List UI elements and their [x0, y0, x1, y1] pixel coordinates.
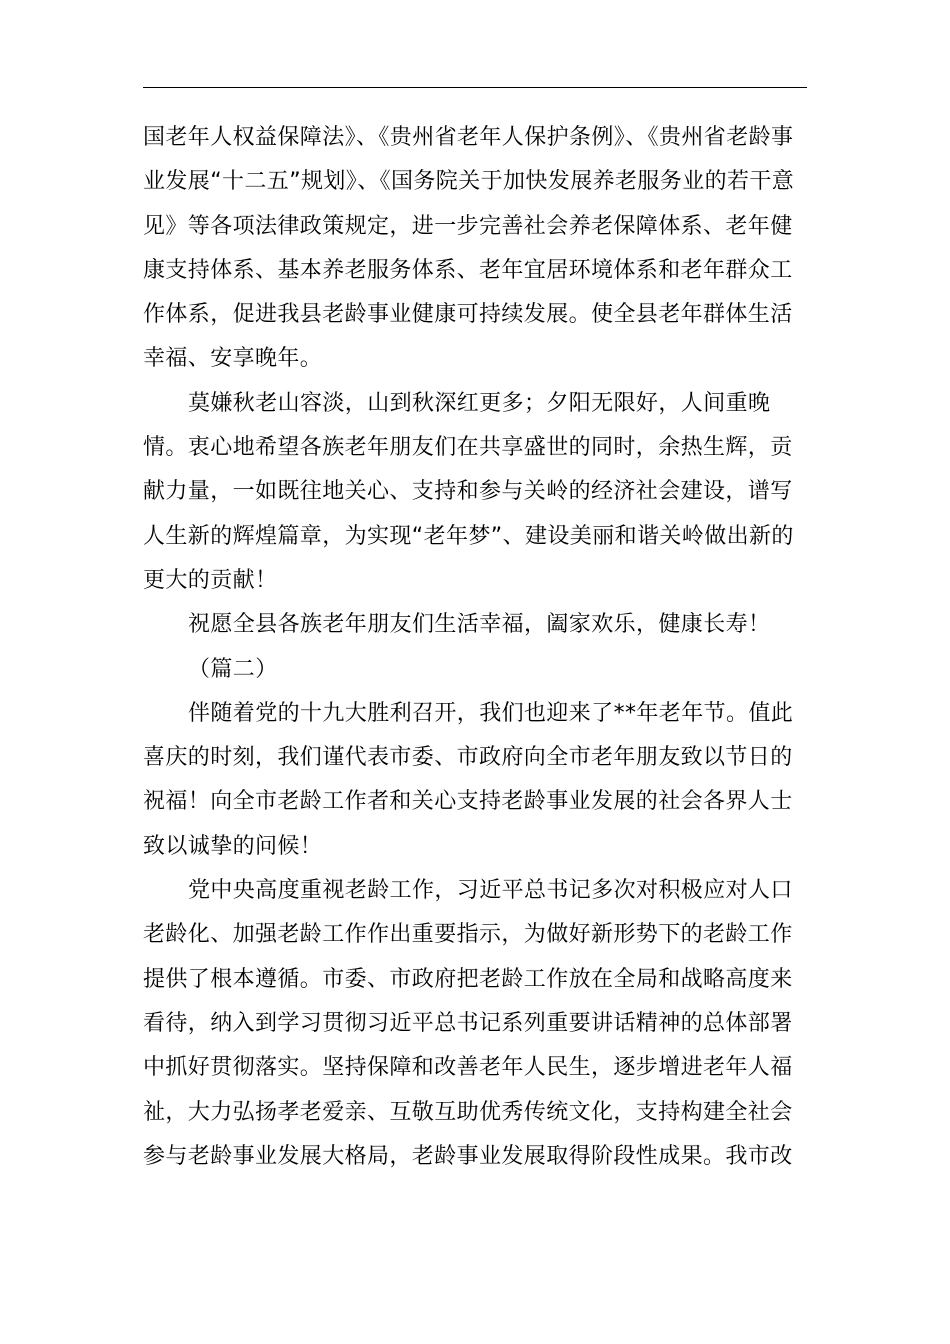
header-divider	[143, 87, 807, 88]
paragraph-3: 祝愿全县各族老年朋友们生活幸福，阖家欢乐，健康长寿！	[188, 612, 771, 638]
paragraph-1: 国老年人权益保障法》、《贵州省老年人保护条例》、《贵州省老龄事业发展“十二五”规划》、《国务院关于加快发展养老服务业的若干意见》等各项法律政策规定，进一步完善社会养老保障体系、老年健康支持体系、基本养老服务体系、老年宜居环境体系和老年群众工作体系，促进我县老龄事业健康可持续发展。使全县老年群体生活幸福、安享晚年。	[143, 125, 795, 372]
paragraph-4: 伴随着党的十九大胜利召开，我们也迎来了**年老年节。值此喜庆的时刻，我们谨代表市委、市政府向全市老年朋友致以节日的祝福！向全市老龄工作者和关心支持老龄事业发展的社会各界人士致以诚挚的问候！	[143, 700, 794, 859]
paragraph-2: 莫嫌秋老山容淡，山到秋深红更多；夕阳无限好，人间重晚情。衷心地希望各族老年朋友们在共享盛世的同时，余热生辉，贡献力量，一如既往地关心、支持和参与关岭的经济社会建设，谱写人生新的辉煌篇章，为实现“老年梦”、建设美丽和谐关岭做出新的更大的贡献！	[143, 390, 794, 593]
document-body	[143, 116, 811, 1179]
paragraph-5: 党中央高度重视老龄工作，习近平总书记多次对积极应对人口老龄化、加强老龄工作作出重要指示，为做好新形势下的老龄工作提供了根本遵循。市委、市政府把老龄工作放在全局和战略高度来看待，纳入到学习贯彻习近平总书记系列重要讲话精神的总体部署中抓好贯彻落实。坚持保障和改善老年人民生，逐步增进老年人福祉，大力弘扬孝老爱亲、互敬互助优秀传统文化，支持构建全社会参与老龄事业发展大格局，老龄事业发展取得阶段性成果。我市改	[143, 878, 793, 1169]
section-heading: （篇二）	[188, 656, 278, 682]
